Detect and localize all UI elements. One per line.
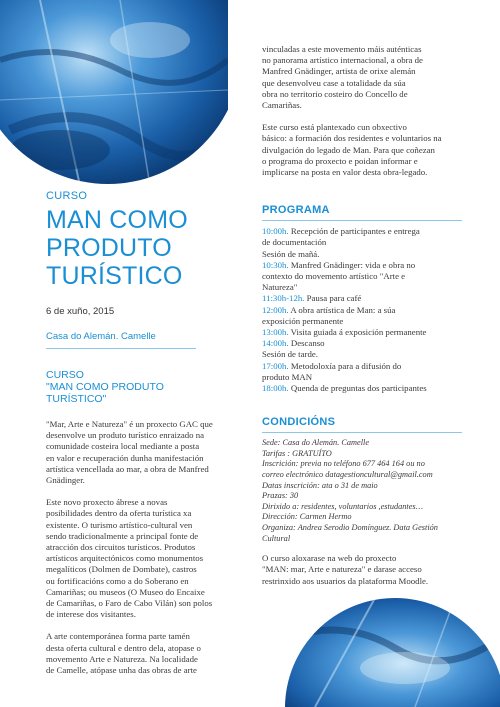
title-line: PRODUTO [46, 234, 172, 262]
program-time: 12:00h. [262, 304, 289, 315]
text-line: de interese dos visitantes. [46, 609, 136, 620]
text-line: Este curso está plantexado cun obxectivo [262, 122, 407, 133]
text-line: artística vencellada ao mar, a obra de Manfred [46, 463, 209, 474]
text-line: Camariñas; ou museos (O Museo do Encaixe [46, 586, 205, 597]
condition-line: correo electrónico datagestioncultural@gmail.com [262, 470, 433, 480]
condition-line: Sede: Casa do Alemán. Camelle [262, 438, 369, 448]
program-item [262, 226, 462, 237]
program-item [262, 271, 462, 282]
text-line: vinculadas a este movemento máis auténticas [262, 44, 422, 54]
header-photo-circle [0, 0, 228, 186]
text-line: posibilidades dentro da oferta turística xa [46, 508, 192, 519]
text-line: Gnädinger. [46, 475, 85, 486]
intro-paragraph [46, 497, 246, 620]
program-item [262, 327, 462, 338]
text-line: ou fortificacións como a do Soberano en [46, 575, 189, 586]
course-title [46, 206, 246, 290]
program-time: 18:00h. [262, 383, 289, 394]
divider [262, 432, 462, 433]
text-line: Manfred Gnädinger, artista de orixe alemán [262, 66, 416, 77]
text-line: sendo tradicionalmente a principal fonte de [46, 530, 199, 541]
text-line: obra no territorio costeiro do Concello de [262, 88, 408, 99]
continuation-paragraph [262, 122, 462, 178]
text-line: existente. O turismo artístico-cultural ven [46, 519, 193, 530]
condition-line: Prazas: 30 [262, 491, 299, 501]
text-line: implicarse na posta en valor desta obra-legado. [262, 167, 428, 178]
condition-line: Cultural [262, 533, 291, 543]
condicions-footer [262, 553, 462, 587]
program-item [262, 282, 462, 293]
program-time: 11:30h-12h. [262, 293, 305, 304]
text-line: divulgación do legado de Man. Para que coñezan [262, 144, 435, 155]
text-line: restrinxido aos usuarios da plataforma Moodle. [262, 575, 429, 586]
text-line: "Mar, Arte e Natureza" é un proxecto GAC que [46, 419, 213, 429]
title-line: MAN COMO [46, 206, 188, 234]
event-venue: Casa do Alemán. Camelle [46, 331, 156, 342]
program-text: Sesión de mañá. [262, 248, 320, 259]
condicions-list [262, 438, 462, 544]
intro-kicker: CURSO [46, 369, 84, 381]
program-text: Quenda de preguntas dos participantes [288, 383, 427, 394]
divider [46, 348, 196, 349]
intro-subtitle-line: "MAN COMO PRODUTO [46, 381, 164, 393]
programa-list [262, 226, 462, 394]
text-line: desta oferta cultural e dentro dela, atopase o [46, 642, 201, 653]
program-text: Visita guiada á exposición permanente [288, 327, 427, 338]
footer-photo-circle [285, 598, 500, 707]
text-line: A arte contemporánea forma parte tamén [46, 631, 190, 642]
program-time: 17:00h. [262, 360, 289, 371]
text-line: en valor e recuperación dunha manifestación [46, 452, 204, 463]
condition-line: Datas inscrición: ata o 31 de maio [262, 480, 378, 490]
programa-heading: PROGRAMA [262, 204, 330, 217]
text-line: Este novo proxecto ábrese a novas [46, 497, 168, 508]
text-line: de Camelle, atópase unha das obras de arte [46, 665, 197, 676]
condition-line: Inscrición: previa no teléfono 677 464 164 ou no [262, 459, 425, 469]
text-line: "MAN: mar, Arte e natureza" e darase acceso [262, 564, 422, 575]
program-item [262, 305, 462, 316]
program-text: Manfred Gnädinger: vida e obra no [288, 259, 416, 270]
text-line: comunidade costeira local mediante a posta [46, 441, 200, 452]
program-item [262, 260, 462, 271]
left-column [46, 190, 246, 676]
program-item [262, 383, 462, 394]
intro-subtitle-line: TURÍSTICO" [46, 393, 107, 405]
program-item [262, 372, 462, 383]
program-item [262, 361, 462, 372]
condition-line: Organiza: Andrea Serodio Domínguez. Data Gestión [262, 523, 438, 533]
text-line: movemento Arte e Natureza. Na localidade [46, 653, 198, 664]
program-text: Sesión de tarde. [262, 349, 318, 360]
right-column [262, 44, 462, 587]
divider [262, 220, 462, 221]
text-line: básico: a formación dos residentes e voluntarios na [262, 133, 442, 144]
program-item [262, 338, 462, 349]
text-line: Camariñas. [262, 100, 302, 111]
program-item [262, 237, 462, 248]
program-time: 10:00h. [262, 226, 289, 237]
continuation-paragraph [262, 44, 462, 111]
program-text: contexto do movemento artístico "Arte e [262, 271, 406, 282]
text-line: O curso aloxarase na web do proxecto [262, 553, 397, 564]
condition-line: Dirección: Carmen Hermo [262, 512, 352, 522]
program-text: A obra artística de Man: a súa [288, 304, 396, 315]
condicions-heading: CONDICIÓNS [262, 416, 336, 429]
text-line: megalíticos (Dolmen de Dombate), castros [46, 564, 197, 575]
text-line: que desenvolveu case a totalidade da súa [262, 77, 406, 88]
condition-line: Dirixido a: residentes, voluntarios ,estudantes… [262, 501, 424, 511]
program-text: exposición permanente [262, 315, 344, 326]
intro-paragraph [46, 631, 246, 676]
program-item [262, 249, 462, 260]
text-line: no panorama artístico internacional, a obra de [262, 55, 423, 66]
program-text: Natureza" [262, 282, 298, 293]
text-line: desenvolve un produto turístico enraizado na [46, 430, 205, 441]
program-item [262, 316, 462, 327]
text-line: artísticos arquitectónicos como monumentos [46, 553, 204, 564]
intro-paragraph [46, 419, 246, 486]
program-text: Recepción de participantes e entrega [288, 226, 420, 237]
program-time: 13:00h. [262, 327, 289, 338]
program-text: Descanso [288, 338, 325, 349]
text-line: de Camariñas, o Faro de Cabo Vilán) son polos [46, 598, 213, 609]
text-line: o programa do proxecto e poidan informar e [262, 155, 418, 166]
condition-line: Tarifas : GRATUÍTO [262, 448, 332, 458]
program-text: produto MAN [262, 371, 313, 382]
program-text: Pausa para café [304, 293, 362, 304]
program-text: de documentación [262, 237, 327, 248]
title-line: TURÍSTICO [46, 262, 183, 290]
program-time: 10:30h. [262, 259, 289, 270]
event-date: 6 de xuño, 2015 [46, 306, 115, 317]
program-item [262, 349, 462, 360]
course-kicker: CURSO [46, 190, 88, 202]
program-text: Metodoloxía para a difusión do [288, 360, 402, 371]
program-item [262, 293, 462, 304]
text-line: atracción dos circuitos turísticos. Produtos [46, 542, 196, 553]
program-time: 14:00h. [262, 338, 289, 349]
